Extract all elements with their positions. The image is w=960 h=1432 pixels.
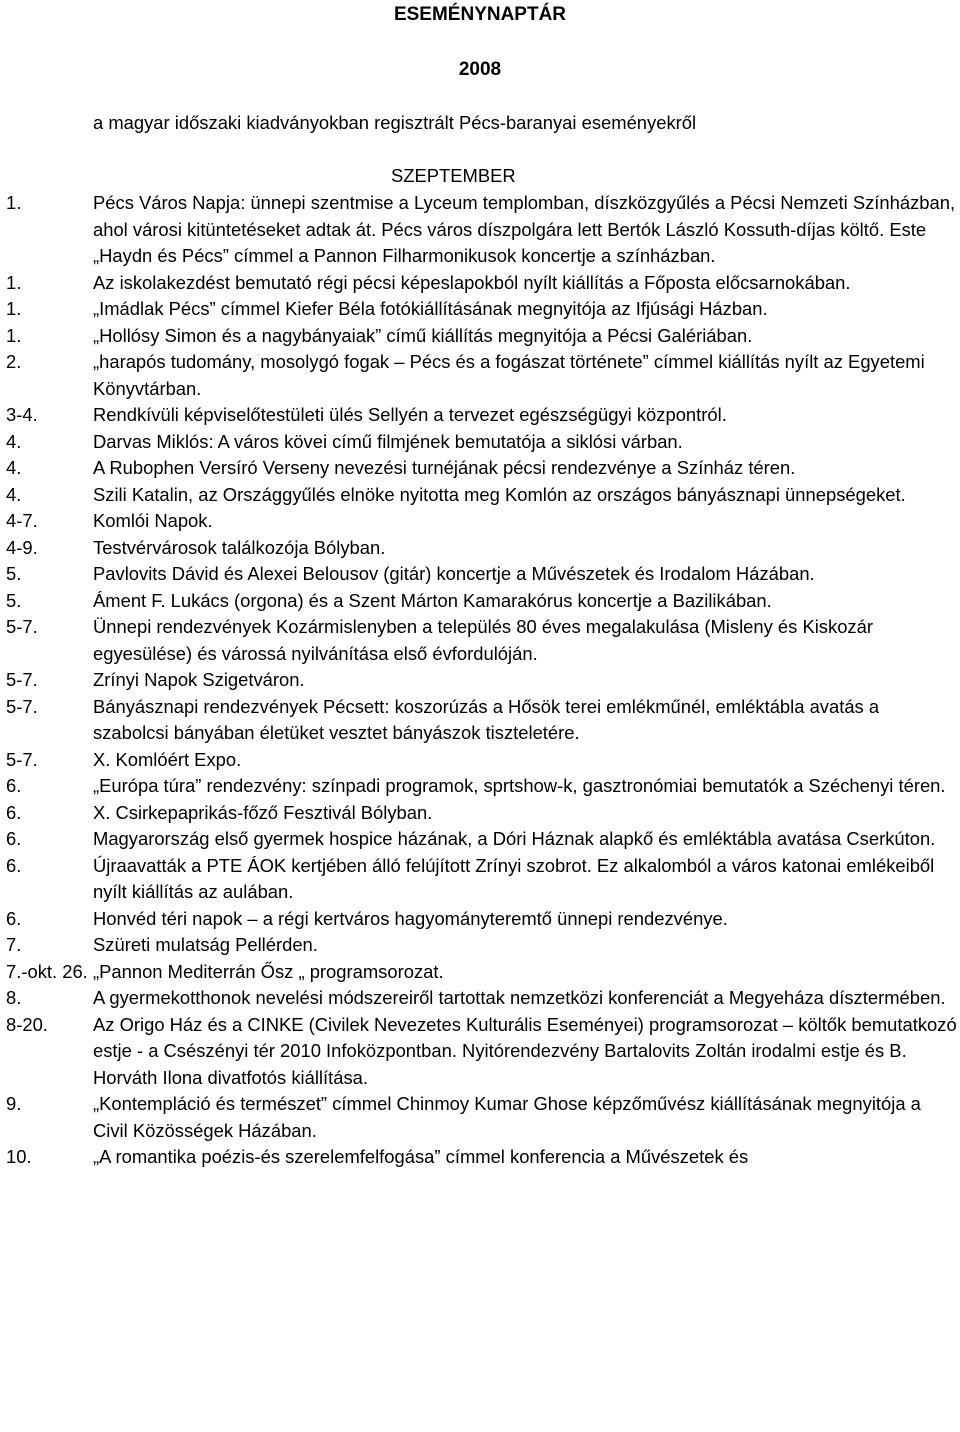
- event-description: Rendkívüli képviselőtestületi ülés Sellyén a tervezet egészségügyi központról.: [93, 404, 727, 425]
- event-date: 4.: [6, 430, 22, 452]
- event-date: 7.: [6, 934, 22, 955]
- event-item: [0, 190, 960, 270]
- event-description: „Imádlak Pécs” címmel Kiefer Béla fotókiállításának megnyitója az Ifjúsági Házban.: [93, 298, 768, 319]
- event-description: „harapós tudomány, mosolygó fogak – Pécs és a fogászat története” címmel kiállítás nyílt az Egyetemi Könyvtárban.: [93, 351, 925, 399]
- event-date: 4-9.: [6, 536, 38, 558]
- event-date: 5.: [6, 589, 22, 611]
- event-date: 4.: [6, 457, 22, 478]
- event-description: Szüreti mulatság Pellérden.: [93, 934, 318, 955]
- event-date: 4-7.: [6, 510, 38, 531]
- event-description: „Kontempláció és természet” címmel Chinmoy Kumar Ghose képzőművész kiállításának megnyitója a Civil Közösségek Házában.: [93, 1093, 921, 1141]
- event-date: 2.: [6, 351, 22, 372]
- event-item: [0, 429, 960, 456]
- event-date: 5-7.: [6, 748, 38, 770]
- event-date: 9.: [6, 1093, 22, 1114]
- event-item: [0, 508, 960, 535]
- event-description: Komlói Napok.: [93, 510, 213, 531]
- event-date: 6.: [6, 828, 22, 849]
- event-date: 1.: [6, 324, 22, 346]
- event-description: Testvérvárosok találkozója Bólyban.: [93, 536, 386, 558]
- event-item: [0, 1091, 960, 1144]
- event-description: Ünnepi rendezvények Kozármislenyben a település 80 éves megalakulása (Misleny és Kiskozár egyesülése) és várossá nyilvánítása első évfordulóján.: [93, 616, 873, 664]
- document-year: 2008: [458, 59, 502, 80]
- event-date: 4.: [6, 483, 22, 505]
- event-date: 8-20.: [6, 1013, 48, 1035]
- event-item: [0, 800, 960, 827]
- event-description: X. Csirkepaprikás-főző Fesztivál Bólyban.: [93, 801, 433, 823]
- event-item: [0, 455, 960, 482]
- document-title: ESEMÉNYNAPTÁR: [393, 4, 567, 25]
- event-date: 3-4.: [6, 404, 38, 425]
- event-date: 6.: [6, 801, 22, 823]
- event-date: 6.: [6, 907, 22, 929]
- event-item: [0, 296, 960, 323]
- event-description: „A romantika poézis-és szerelemfelfogása” címmel konferencia a Művészetek és: [93, 1146, 749, 1167]
- event-item: [0, 535, 960, 562]
- event-item: [0, 1144, 960, 1171]
- event-date: 1.: [6, 192, 22, 213]
- event-description: Zrínyi Napok Szigetváron.: [93, 669, 305, 690]
- event-item: [0, 932, 960, 959]
- event-description: Magyarország első gyermek hospice házának, a Dóri Háznak alapkő és emléktábla avatása Cserkúton.: [93, 828, 936, 849]
- event-date: 1.: [6, 271, 22, 293]
- event-description: Darvas Miklós: A város kövei című filmjének bemutatója a siklósi várban.: [93, 430, 683, 452]
- event-item: [0, 959, 960, 986]
- event-description: Honvéd téri napok – a régi kertváros hagyományteremtő ünnepi rendezvénye.: [93, 907, 728, 929]
- event-item: [0, 747, 960, 774]
- event-item: [0, 270, 960, 297]
- event-description: „Európa túra” rendezvény: színpadi programok, sprtshow-k, gasztronómiai bemutatók a Széchenyi téren.: [93, 775, 946, 796]
- event-list: [0, 190, 960, 1171]
- event-date: 6.: [6, 775, 22, 796]
- event-description: Újraavatták a PTE ÁOK kertjében álló felújított Zrínyi szobrot. Ez alkalomból a város katonai emlékeiből nyílt kiállítás az aulában.: [93, 854, 935, 902]
- event-item: [0, 588, 960, 615]
- event-item: [0, 482, 960, 509]
- event-item: [0, 906, 960, 933]
- event-item: [0, 694, 960, 747]
- event-date: 7.-okt. 26.: [6, 960, 88, 982]
- event-description: Pavlovits Dávid és Alexei Belousov (gitár) koncertje a Művészetek és Irodalom Házában.: [93, 563, 815, 584]
- event-item: [0, 561, 960, 588]
- event-date: 5-7.: [6, 695, 38, 717]
- event-description: A gyermekotthonok nevelési módszereiről tartottak nemzetközi konferenciát a Megyeháza dísztermében.: [93, 987, 946, 1008]
- event-description: „Hollósy Simon és a nagybányaiak” című kiállítás megnyitója a Pécsi Galériában.: [93, 324, 753, 346]
- month-heading: SZEPTEMBER: [391, 165, 516, 186]
- event-date: 6.: [6, 854, 22, 876]
- event-description: Áment F. Lukács (orgona) és a Szent Márton Kamarakórus koncertje a Bazilikában.: [93, 589, 772, 611]
- event-item: [0, 853, 960, 906]
- event-description: X. Komlóért Expo.: [93, 748, 242, 770]
- event-date: 10.: [6, 1146, 32, 1167]
- event-item: [0, 985, 960, 1012]
- event-description: A Rubophen Versíró Verseny nevezési turnéjának pécsi rendezvénye a Színház téren.: [93, 457, 796, 478]
- event-item: [0, 773, 960, 800]
- event-description: Pécs Város Napja: ünnepi szentmise a Lyceum templomban, díszközgyűlés a Pécsi Nemzeti Színházban, ahol városi kitüntetéseket adtak át. Pécs város díszpolgára lett Bertók László Kossuth-díjas költő. Este „Haydn és Pécs” címmel a Pannon Filharmonikusok koncertje a színházban.: [93, 192, 956, 266]
- event-item: [0, 1012, 960, 1092]
- event-item: [0, 614, 960, 667]
- event-date: 8.: [6, 987, 22, 1008]
- event-description: Az iskolakezdést bemutató régi pécsi képeslapokból nyílt kiállítás a Főposta előcsarnokában.: [93, 271, 851, 293]
- event-description: Szili Katalin, az Országgyűlés elnöke nyitotta meg Komlón az országos bányásznapi ünnepségeket.: [93, 483, 906, 505]
- document-subtitle: a magyar időszaki kiadványokban regisztrált Pécs-baranyai eseményekről: [93, 112, 697, 133]
- event-item: [0, 349, 960, 402]
- event-date: 1.: [6, 298, 22, 319]
- event-description: Az Origo Ház és a CINKE (Civilek Nevezetes Kulturális Eseményei) programsorozat – költők bemutatkozó estje - a Csészényi tér 2010 Infoközpontban. Nyitórendezvény Bartalovits Zoltán irodalmi estje és B. Horváth Ilona divatfotós kiállítása.: [93, 1013, 957, 1088]
- event-date: 5-7.: [6, 616, 38, 637]
- event-description: Bányásznapi rendezvények Pécsett: koszorúzás a Hősök terei emlékműnél, emléktábla avatás a szabolcsi bányában életüket vesztet bányászok tiszteletére.: [93, 695, 880, 743]
- event-item: [0, 402, 960, 429]
- event-item: [0, 826, 960, 853]
- event-item: [0, 323, 960, 350]
- event-date: 5-7.: [6, 669, 38, 690]
- event-item: [0, 667, 960, 694]
- event-description: „Pannon Mediterrán Ősz „ programsorozat.: [93, 960, 444, 982]
- event-date: 5.: [6, 563, 22, 584]
